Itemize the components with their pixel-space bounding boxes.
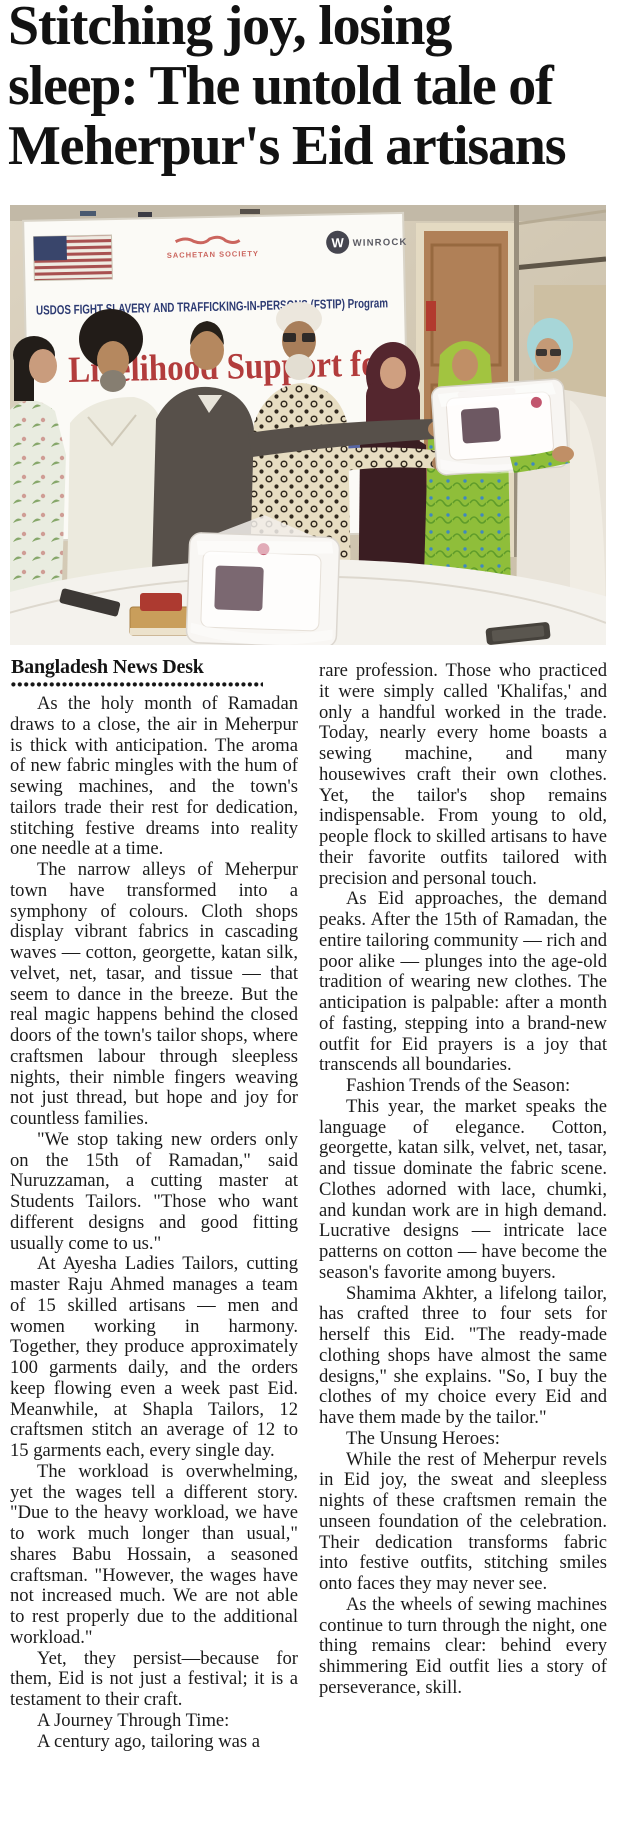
svg-text:W: W — [331, 235, 344, 251]
byline-dotted-rule — [11, 682, 263, 687]
article-paragraph: As Eid approaches, the demand peaks. After the 15th of Ramadan, the entire tailoring community — rich and poor alike — plunges into the age-old tradition of wearing new clothes. The anticipation is palpable: after a month of fasting, stepping into a brand-new outfit for Eid prayers is a joy that transcends all boundaries. — [319, 888, 607, 1076]
article-paragraph: rare profession. Those who practiced it were simply called 'Khalifas,' and only a handful worked in the trade. Today, nearly every home boasts a sewing machine, and many housewives craft their own clothes. Yet, the tailor's shop remains indispensable. From young to old, people flock to skilled artisans to have their favorite outfits tailored with precision and personal touch. — [319, 661, 607, 889]
article-paragraph: As the wheels of sewing machines continue to turn through the night, one thing remains clear: behind every shimmering Eid outfit lies a story of perseverance, skill. — [319, 1593, 607, 1698]
byline: Bangladesh News Desk — [11, 656, 204, 678]
banner-headline-line1: Livelihood Support for — [67, 342, 433, 391]
article-column-left — [10, 694, 298, 1830]
article-paragraph: The narrow alleys of Meherpur town have transformed into a symphony of colours. Cloth shops display vibrant fabrics in cascading waves — cotton, georgette, katan silk, velvet, net, tasar, and tissue — that seem to dance in the breeze. But the real magic happens behind the closed doors of the town's tailor shops, where craftsmen labour through sleepless nights, their nimble fingers weaving not just thread, but hope and joy for countless families. — [10, 859, 298, 1129]
article-paragraph: Shamima Akhter, a lifelong tailor, has crafted three to four sets for herself this Eid. "The ready-made clothing shops have almost the same designs," she explains. "So, I buy the clothes of my choice every Eid and have them made by the tailor." — [319, 1282, 607, 1428]
svg-text:SACHETAN SOCIETY: SACHETAN SOCIETY — [166, 248, 260, 260]
article-paragraph: As the holy month of Ramadan draws to a close, the air in Meherpur is thick with anticipation. The aroma of new fabric mingles with the hum of sewing machines, and the town's tailors trade their rest for dedication, stitching festive dreams into reality one needle at a time. — [10, 694, 298, 860]
article-paragraph: A century ago, tailoring was a — [37, 1730, 261, 1752]
fire-extinguisher — [426, 301, 436, 331]
svg-text:WINROCK: WINROCK — [352, 236, 408, 249]
article-subheading: The Unsung Heroes: — [346, 1427, 500, 1449]
article-headline: Stitching joy, losing sleep: The untold tale of Meherpur's Eid artisans — [8, 0, 566, 177]
article-column-right — [319, 661, 607, 1830]
byline-block — [11, 656, 298, 687]
red-box — [140, 593, 182, 611]
arm-batik-man — [340, 447, 442, 471]
article-paragraph: At Ayesha Ladies Tailors, cutting master Raju Ahmed manages a team of 15 skilled artisans — men and women working in harmony. Together, they produce approximately 100 garments daily, and the orders keep flowing even a week past Eid. Meanwhile, at Shapla Tailors, 12 craftsmen stitch an average of 12 to 15 garments each, every single day. — [10, 1253, 298, 1461]
article-paragraph: While the rest of Meherpur revels in Eid joy, the sweat and sleepless nights of these craftsmen remain the unseen foundation of the celebration. Their dedication transforms fabric into festive outfits, stitching smiles onto faces they may never see. — [319, 1448, 607, 1594]
banner-program-line: USDOS FIGHT SLAVERY AND TRAFFICKING-IN-PERSONS (FSTIP) Program — [35, 292, 503, 318]
article-paragraph: The workload is overwhelming, yet the wages tell a different story. "Due to the heavy workload, we have to work much longer than usual," shares Babu Hossain, a seasoned craftsman. "However, the wages have not increased much. We are not able to rest properly due to the additional workload." — [10, 1460, 298, 1648]
event-photo-illustration — [10, 205, 606, 645]
us-flag — [33, 235, 112, 281]
article-paragraph: This year, the market speaks the language of elegance. Cotton, georgette, katan silk, velvet, net, tasar, and tissue dominate the fabric scene. Clothes adorned with lace, chumki, and kundan work are in high demand. Lucrative designs — intricate lace patterns on cotton — have become the season's favorite among buyers. — [319, 1095, 607, 1283]
article-subheading: A Journey Through Time: — [37, 1709, 230, 1731]
article-paragraph: Yet, they persist—because for them, Eid is not just a festival; it is a testament to their craft. — [10, 1647, 298, 1710]
article-paragraph: "We stop taking new orders only on the 15th of Ramadan," said Nuruzzaman, a cutting master at Students Tailors. "Those who want different designs and good fitting usually come to us." — [10, 1128, 298, 1254]
article-subheading: Fashion Trends of the Season: — [346, 1075, 571, 1096]
event-photo — [10, 205, 606, 645]
